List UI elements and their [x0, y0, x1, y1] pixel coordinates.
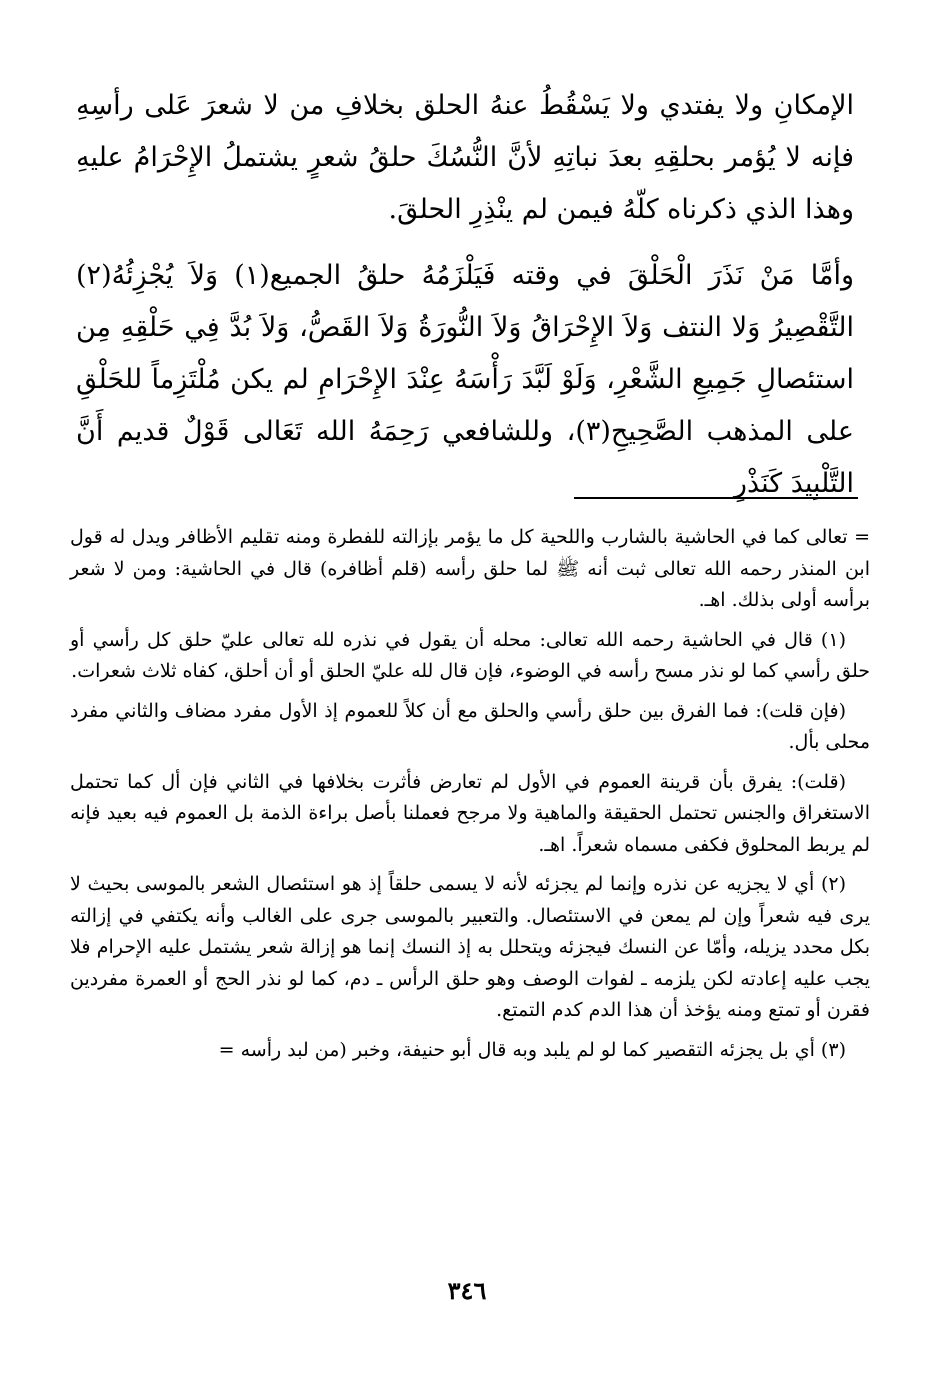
footnote-3: (٣) أي بل يجزئه التقصير كما لو لم يلبد وبه قال أبو حنيفة، وخبر (من لبد رأسه =	[218, 1038, 846, 1061]
footnote-1-answer: (قلت): يفرق بأن قرينة العموم في الأول لم تعارض فأثرت بخلافها في الثاني فإن أل كما تحتمل الاستغراق والجنس تحتمل الحقيقة والماهية ولا مرجح فعملنا بأصل براءة الذمة بل العموم فيه بعيد فإنه لم يربط المحلوق فكفى مسماه شعراً. اهـ.	[70, 770, 870, 856]
footnotes	[70, 522, 870, 1074]
main-text	[76, 80, 854, 524]
footnote-divider	[574, 497, 858, 499]
main-paragraph-2: وأمَّا مَنْ نَذَرَ الْحَلْقَ في وقته فَيَلْزَمُهُ حلقُ الجميع(١) وَلاَ يُجْزِئُهُ(٢) التَّقْصِيرُ وَلا النتف وَلاَ الإِحْرَاقُ وَلاَ النُّورَةُ وَلاَ القَصُّ، وَلاَ بُدَّ فِي حَلْقِهِ مِن استئصالِ جَمِيعِ الشَّعْرِ، وَلَوْ لَبَّدَ رَأْسَهُ عِنْدَ الإِحْرَامِ لم يكن مُلْتَزِماً للحَلْقِ على المذهب الصَّحِيحِ(٣)، وللشافعي رَحِمَهُ الله تَعَالى قَوْلٌ قديم أَنَّ التَّلْبِيدَ كَنَذْرِ	[76, 260, 854, 499]
main-paragraph-1: الإمكانِ ولا يفتدي ولا يَسْقُطُ عنهُ الحلق بخلافِ من لا شعرَ عَلى رأسِهِ فإنه لا يُؤمر بحلقِهِ بعدَ نباتِهِ لأنَّ النُّسُكَ حلقُ شعرٍ يشتملُ الإِحْرَامُ عليهِ وهذا الذي ذكرناه كلّهُ فيمن لم ينْذِرِ الحلقَ.	[76, 90, 854, 225]
footnote-2: (٢) أي لا يجزيه عن نذره وإنما لم يجزئه لأنه لا يسمى حلقاً إذ هو استئصال الشعر بالموسى بحيث لا يرى فيه شعراً وإن لم يمعن في الاستئصال. والتعبير بالموسى جرى على الغالب وأنه يكتفي في إزالته بكل محدد يزيله، وأمّا عن النسك فيجزئه ويتحلل به إذ النسك إنما هو إزالة شعر يشتمل عليه الإحرام فلا يجب عليه إعادته لكن يلزمه ـ لفوات الوصف وهو حلق الرأس ـ دم، كما لو نذر الحج أو العمرة مفردين فقرن أو تمتع ومنه يؤخذ أن هذا الدم كدم التمتع.	[70, 873, 870, 1021]
footnote-1-question: (فإن قلت): فما الفرق بين حلق رأسي والحلق مع أن كلاً للعموم إذ الأول مفرد مضاف والثاني مفرد محلى بأل.	[70, 699, 870, 753]
footnote-continuation: = تعالى كما في الحاشية بالشارب واللحية كل ما يؤمر بإزالته للفطرة ومنه تقليم الأظافر ويدل له قول ابن المنذر رحمه الله تعالى ثبت أنه ﷺ لما حلق رأسه (قلم أظافره) قال في الحاشية: ومن لا شعر برأسه أولى بذلك. اهـ.	[70, 526, 870, 611]
footnote-1: (١) قال في الحاشية رحمه الله تعالى: محله أن يقول في نذره لله تعالى عليّ حلق كل رأسي أو حلق رأسي كما لو نذر مسح رأسه في الوضوء، فإن قال لله عليّ الحلق أو أن أحلق، كفاه ثلاث شعرات.	[70, 628, 870, 682]
page-number: ٣٤٦	[447, 1276, 487, 1305]
